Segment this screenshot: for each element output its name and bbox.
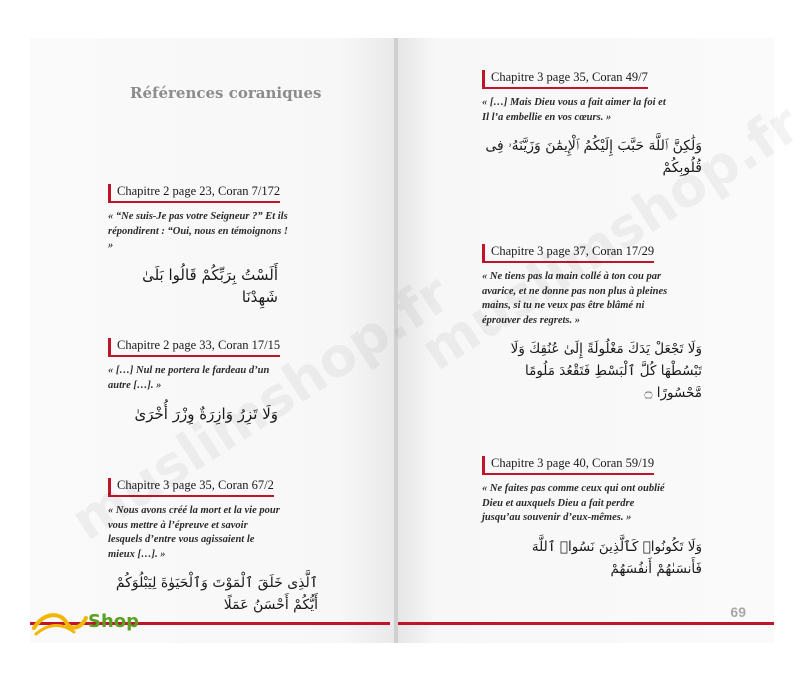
bottom-rule-right	[398, 622, 774, 625]
reference-heading: Chapitre 2 page 23, Coran 7/172	[108, 184, 280, 203]
reference-arabic-verse: أَلَسْتُ بِرَبِّكُمْ قَالُوا بَلَىٰ شَهِدْنَا	[142, 265, 278, 306]
reference-heading: Chapitre 3 page 40, Coran 59/19	[482, 456, 654, 475]
reference-heading: Chapitre 3 page 37, Coran 17/29	[482, 244, 654, 263]
reference-heading: Chapitre 3 page 35, Coran 67/2	[108, 478, 274, 497]
reference-arabic-verse: وَلَا تَجْعَلْ يَدَكَ مَغْلُولَةً إِلَىٰ عُنُقِكَ وَلَا تَبْسُطْهَا كُلَّ ٱلْبَسْطِ فَتَقْعُدَ مَلُومًا مَّحْسُورًا ۝	[510, 341, 702, 401]
reference-french-quote: « […] Nul ne portera le fardeau d’un autre […]. »	[108, 365, 270, 391]
reference-heading: Chapitre 3 page 35, Coran 49/7	[482, 70, 648, 89]
reference-arabic-verse: وَلَا تَزِرُ وَازِرَةٌ وِزْرَ أُخْرَىٰ	[134, 405, 278, 423]
shop-logo	[30, 608, 160, 640]
page-number: 69	[730, 604, 746, 620]
section-title: Références coraniques	[130, 84, 322, 102]
logo-text: Shop	[88, 611, 140, 632]
reference-heading: Chapitre 2 page 33, Coran 17/15	[108, 338, 280, 357]
reference-block	[108, 180, 318, 308]
reference-arabic-verse: وَلَا تَكُونُوا۟ كَٱلَّذِينَ نَسُوا۟ ٱللَّهَ فَأَنسَىٰهُمْ أَنفُسَهُمْ	[531, 538, 702, 577]
reference-french-quote: « “Ne suis-Je pas votre Seigneur ?” Et ils répondirent : “Oui, nous en témoignons ! »	[108, 211, 288, 251]
reference-french-quote: « Nous avons créé la mort et la vie pour vous mettre à l’épreuve et savoir lesquels d’entre vous agissaient le mieux […]. »	[108, 505, 280, 560]
reference-arabic-verse: وَلَٰكِنَّ ٱللَّهَ حَبَّبَ إِلَيْكُمُ ٱلْإِيمَٰنَ وَزَيَّنَهُۥ فِى قُلُوبِكُمْ	[485, 138, 702, 176]
reference-block	[482, 452, 702, 580]
reference-french-quote: « […] Mais Dieu vous a fait aimer la foi et Il l’a embellie en vos cœurs. »	[482, 97, 666, 123]
reference-french-quote: « Ne tiens pas la main collé à ton cou par avarice, et ne donne pas non plus à pleines mains, si tu ne veux pas être blâmé ni éprouver des regrets. »	[482, 271, 668, 326]
reference-arabic-verse: ٱلَّذِى خَلَقَ ٱلْمَوْتَ وَٱلْحَيَوٰةَ لِيَبْلُوَكُمْ أَيُّكُمْ أَحْسَنُ عَمَلًا	[115, 575, 318, 613]
reference-french-quote: « Ne faites pas comme ceux qui ont oublié Dieu et auxquels Dieu a fait perdre jusqu’au souvenir d’eux-mêmes. »	[482, 483, 665, 523]
